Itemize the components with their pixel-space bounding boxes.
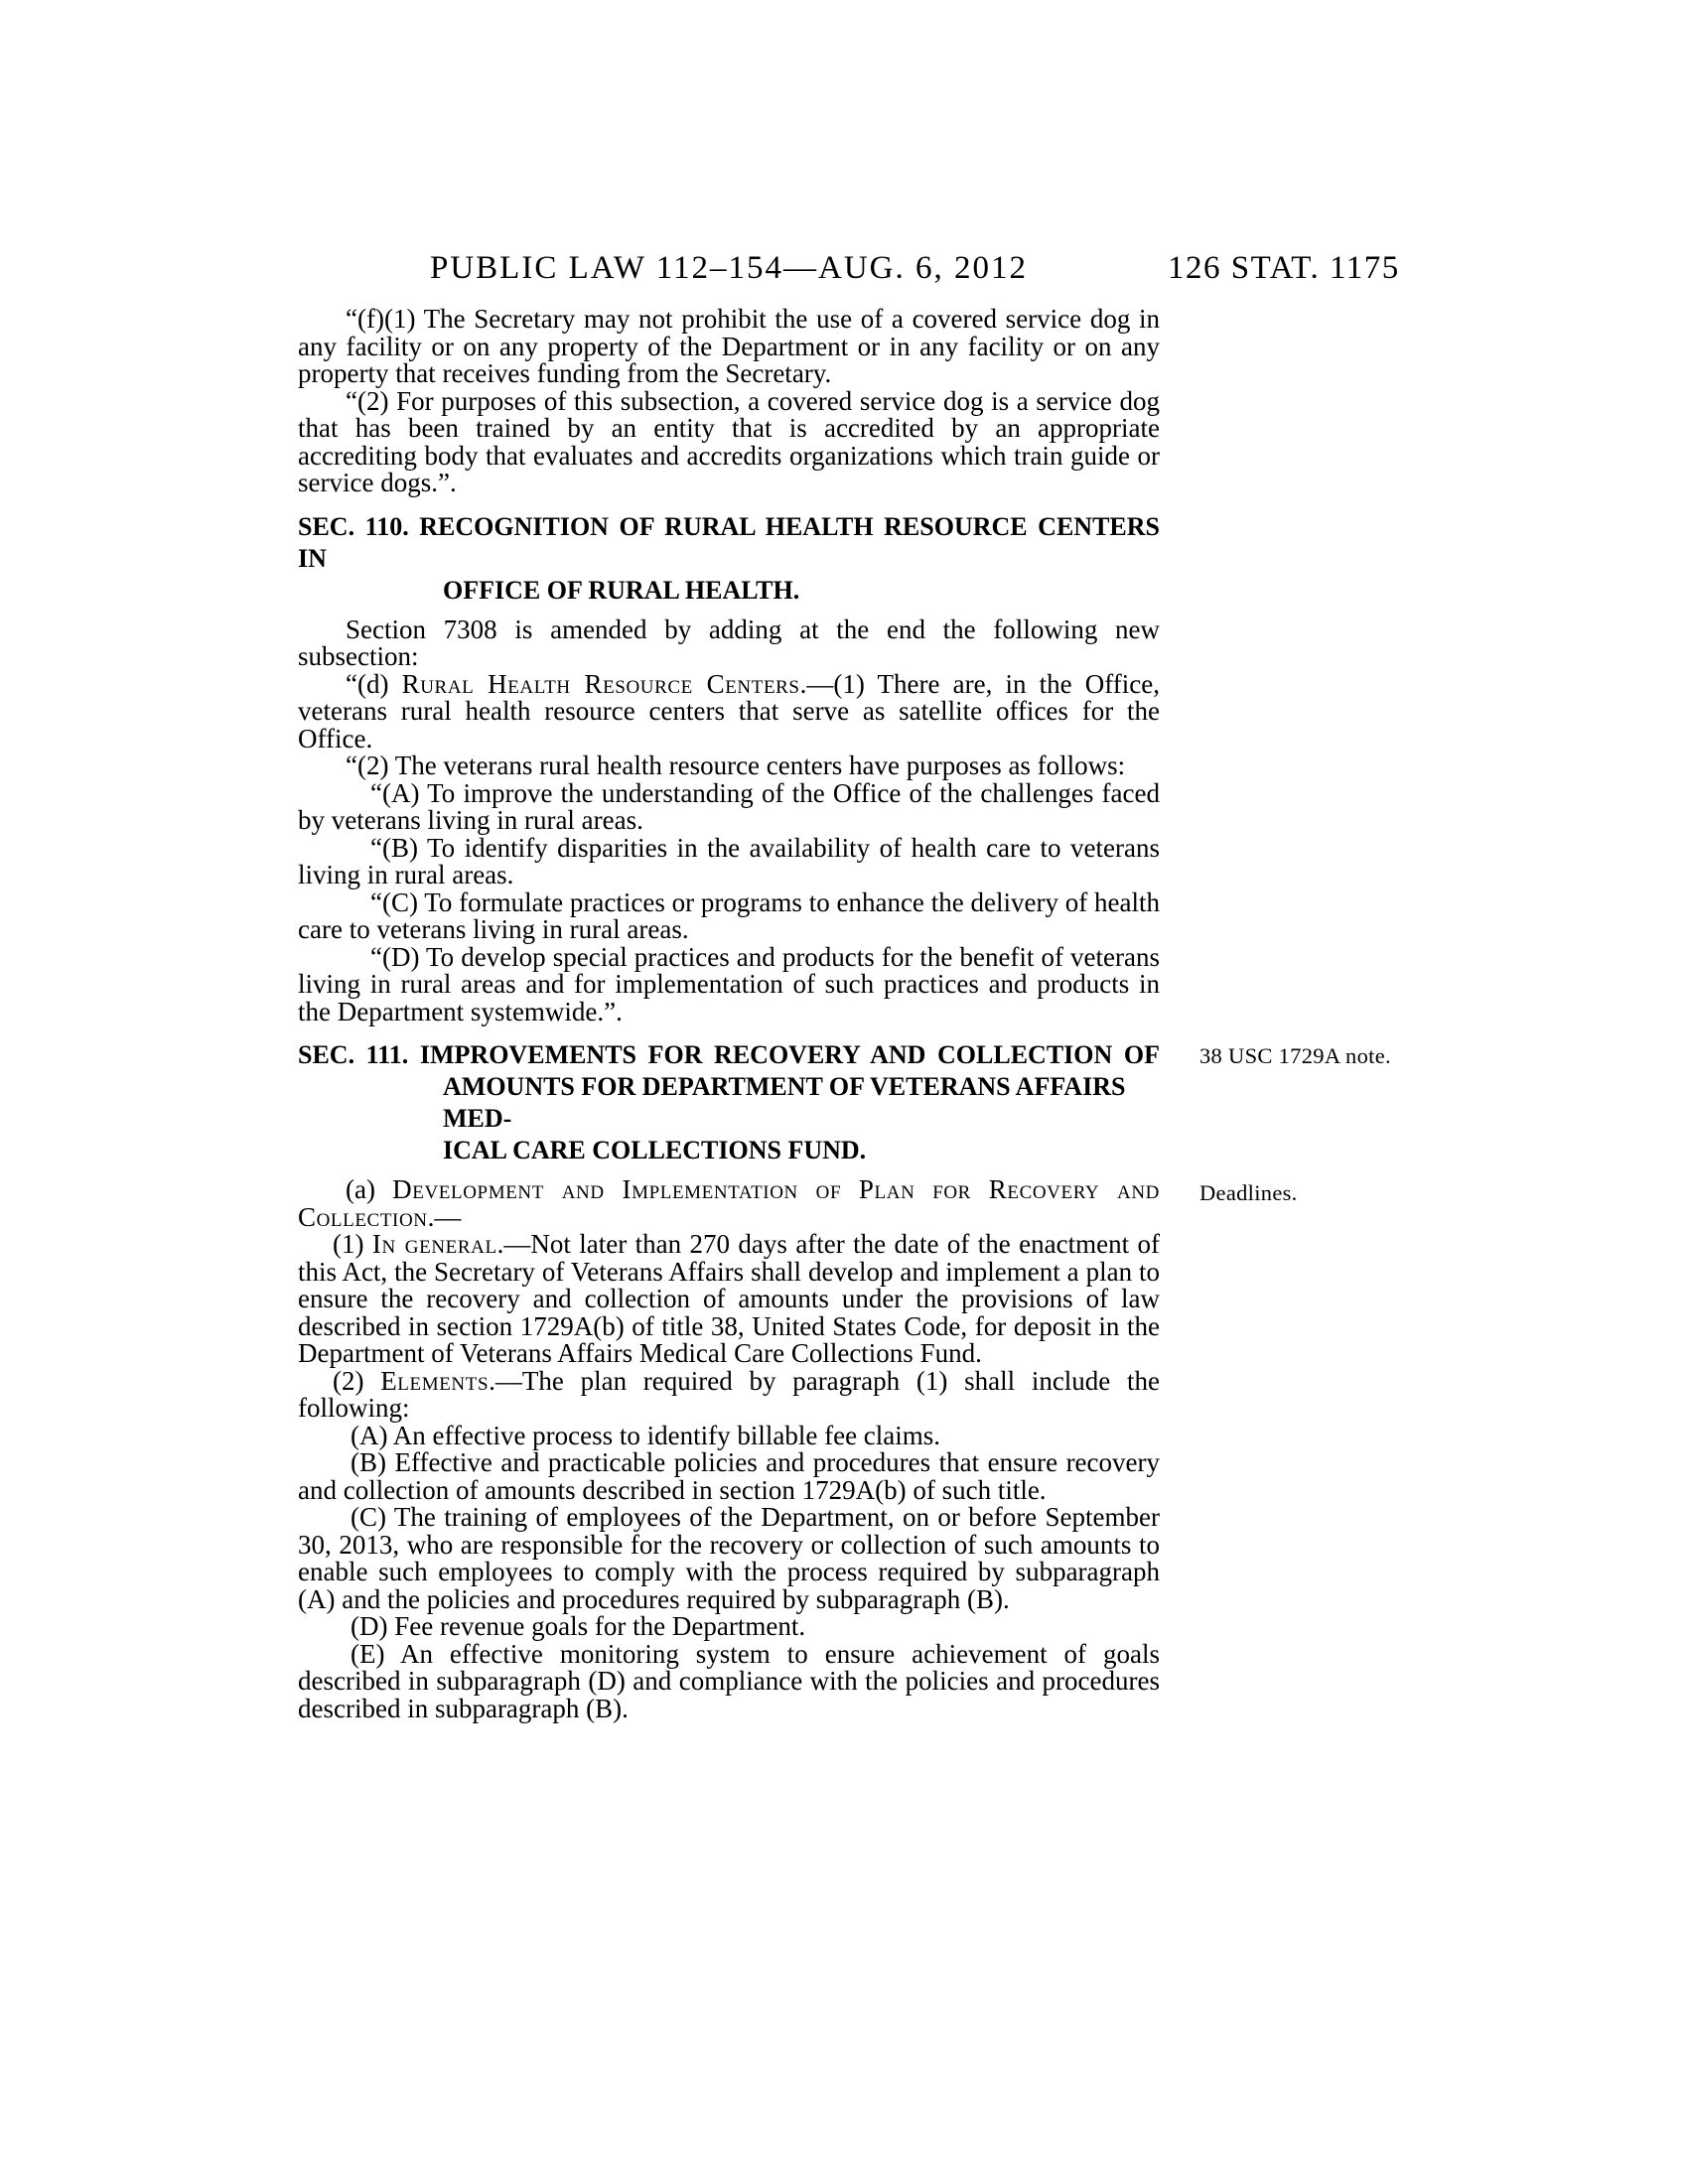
para-1-smallcaps: In general: [371, 1229, 497, 1259]
para-2-rest: .—The plan required by paragraph (1) shall include the following:: [298, 1365, 1161, 1423]
para-element-C: (C) The training of employees of the Department, on or before September 30, 2013, who are responsible for the recovery or collection of such amounts to enable such employees to comply with the process required by subparagraph (A) and the policies and procedures required by subparagraph (B).: [298, 1502, 1160, 1614]
para-subsection-a: [298, 1174, 1298, 1232]
para-d2-D: “(D) To develop special practices and products for the benefit of veterans living in rural areas and for implementation of such practices and products in the Department systemwide.”.: [298, 941, 1160, 1026]
sec-110-heading-line1: SEC. 110. RECOGNITION OF RURAL HEALTH RESOURCE CENTERS IN: [298, 511, 1160, 573]
sec-111-heading-line3: ICAL CARE COLLECTIONS FUND.: [443, 1136, 867, 1164]
margin-note-usc: 38 USC 1729A note.: [1199, 1043, 1391, 1068]
para-element-D: (D) Fee revenue goals for the Department.: [351, 1611, 806, 1641]
para-d2: “(2) The veterans rural health resource centers have purposes as follows:: [346, 751, 1126, 780]
para-subsection-d-open: “(d): [346, 668, 402, 699]
para-f1: “(f)(1) The Secretary may not prohibit the use of a covered service dog in any facility or on any property of the Department or in any facility or on any property that receives funding from the Secretary.: [298, 304, 1160, 388]
para-f2: “(2) For purposes of this subsection, a covered service dog is a service dog that has been trained by an entity that is accredited by an appropriate accrediting body that evaluates and accredits organizations which train guide or service dogs.”.: [298, 385, 1160, 497]
para-1-in-general: [298, 1231, 1160, 1368]
para-subsection-a-open: (a): [346, 1174, 393, 1204]
law-title: PUBLIC LAW 112–154—AUG. 6, 2012: [429, 250, 1029, 286]
para-subsection-d-rest: .—(1) There are, in the Office, veterans rural health resource centers that serve as satellite offices for the Office.: [298, 668, 1160, 753]
para-2-elements: [298, 1365, 1161, 1423]
para-d2-C: “(C) To formulate practices or programs to enhance the delivery of health care to veterans living in rural areas.: [298, 887, 1160, 944]
para-d2-B: “(B) To identify disparities in the availability of health care to veterans living in rural areas.: [298, 832, 1160, 889]
para-subsection-a-rest: .—: [427, 1201, 462, 1232]
stat-page-number: 126 STAT. 1175: [1168, 250, 1400, 286]
para-amend-7308: Section 7308 is amended by adding at the end the following new subsection:: [298, 614, 1160, 671]
sec-110-heading: [298, 511, 1160, 607]
sec-110-heading-line2: OFFICE OF RURAL HEALTH.: [443, 575, 800, 605]
sec-111-heading: [298, 1039, 1391, 1166]
para-2-open: (2): [333, 1365, 381, 1396]
para-subsection-d-smallcaps: Rural Health Resource Centers: [401, 668, 800, 699]
sec-111-heading-line2: AMOUNTS FOR DEPARTMENT OF VETERANS AFFAIRS MED-: [443, 1072, 1126, 1133]
para-element-E: (E) An effective monitoring system to ensure achievement of goals described in subparagraph (D) and compliance with the policies and procedures described in subparagraph (B).: [298, 1638, 1160, 1723]
text-column: [298, 304, 1391, 1723]
para-element-B: (B) Effective and practicable policies and procedures that ensure recovery and collection of amounts described in section 1729A(b) of such title.: [298, 1447, 1160, 1505]
page-header: [0, 250, 1688, 290]
para-1-rest: .—Not later than 270 days after the date of the enactment of this Act, the Secretary of Veterans Affairs shall develop and implement a plan to ensure the recovery and collection of amounts under the provisions of law described in section 1729A(b) of title 38, United States Code, for deposit in the Department of Veterans Affairs Medical Care Collections Fund.: [298, 1229, 1160, 1368]
para-subsection-d: [298, 668, 1160, 753]
para-2-smallcaps: Elements: [380, 1365, 490, 1396]
para-subsection-a-smallcaps: Development and Implementation of Plan for Recovery and Collection: [298, 1174, 1161, 1232]
sec-111-heading-line1: SEC. 111. IMPROVEMENTS FOR RECOVERY AND COLLECTION OF: [298, 1040, 1160, 1069]
para-d2-A: “(A) To improve the understanding of the Office of the challenges faced by veterans living in rural areas.: [298, 777, 1160, 835]
para-element-A: (A) An effective process to identify billable fee claims.: [351, 1420, 941, 1450]
margin-note-deadlines: Deadlines.: [1199, 1180, 1298, 1205]
para-1-open: (1): [333, 1229, 372, 1259]
